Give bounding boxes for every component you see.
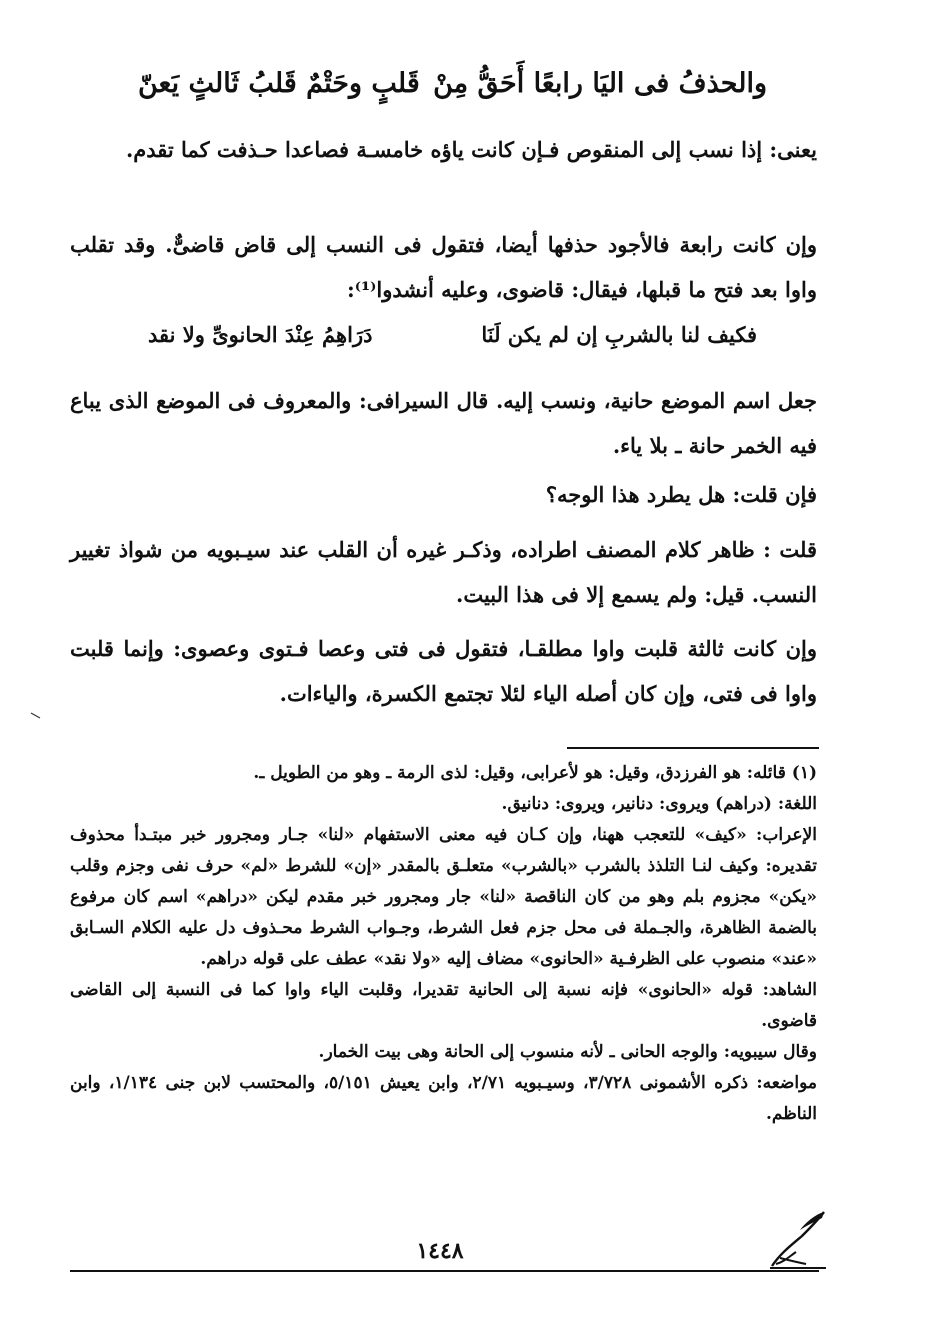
- paragraph-2-block: [70, 222, 817, 312]
- footnote-separator: [567, 747, 819, 749]
- footnote-references: مواضعه: ذكره الأشمونى ٣/٧٢٨، وسيـبويه ٢/٧١، وابن يعيش ٥/١٥١، والمحتسب لابن جنى ١/١٣٤، وابن الناظم.: [70, 1073, 817, 1124]
- footnote-lexicon: اللغة: (دراهم) ويروى: دنانير، ويروى: دنانيق.: [501, 794, 817, 814]
- paragraph-1: يعنى: إذا نسب إلى المنقوص فـإن كانت ياؤه خامسـة فصاعدا حـذفت كما تقدم.: [125, 137, 817, 162]
- paragraph-1-block: [70, 127, 817, 172]
- quote-verse-left: دَرَاهِمُ عِنْدَ الحانوىِّ ولا نقد: [148, 322, 373, 347]
- verse-right-hemistich: والحذفُ فى اليَا رابعًا أَحَقُّ مِنْ: [433, 68, 767, 99]
- footnote-block: [70, 758, 817, 1130]
- footnote-grammar: الإعراب: «كيف» للتعجب ههنا، وإن كـان فيه معنى الاستفهام «لنا» جـار ومجرور خبر مبتـدأ محذوف تقديره: وكيف لنـا التلذذ بالشرب «بالشرب» متعلـق بالمقدر «إن» للشرط «لم» حرف نفى وجزم وقلب «يكن» مجزوم بلم وهو من كان الناقصة «لنا» جار ومجرور خبر مقدم ليكن «دراهم» اسم كان مرفوع بالضمة الظاهرة، والجـملة فى محل جزم فعل الشرط، وجـواب الشرط محـذوف دل عليه الكلام السـابق «عند» منصوب على الظرفـية «الحانوى» مضاف إليه «ولا نقد» عطف على قوله دراهم.: [70, 825, 817, 969]
- page-number: ١٤٤٨: [416, 1238, 464, 1264]
- paragraph-6: وإن كانت ثالثة قلبت واوا مطلقـا، فتقول فى فتى وعصا فـتوى وعصوى: وإنما قلبت واوا فى فتى، وإن كان أصله الياء لئلا تجتمع الكسرة، والياءات.: [70, 636, 817, 706]
- paragraph-4: فإن قلت: هل يطرد هذا الوجه؟: [545, 482, 817, 507]
- paragraph-6-block: [70, 626, 817, 716]
- paragraph-5: قلت : ظاهر كلام المصنف اطراده، وذكـر غيره أن القلب عند سيـبويه من شواذ تغيير النسب. قيل: ولم يسمع إلا فى هذا البيت.: [70, 537, 817, 607]
- margin-mark-icon: [30, 712, 42, 720]
- footnote-witness: الشاهد: قوله «الحانوى» فإنه نسبة إلى الحانية تقديرا، وقلبت الياء واوا كما فى النسبة إلى القاضى قاضوى.: [70, 980, 817, 1031]
- quote-verse-right: فكيف لنا بالشربِ إن لم يكن لَنَا: [481, 322, 757, 347]
- quill-logo-icon: [766, 1206, 830, 1272]
- paragraph-4-block: [70, 472, 817, 517]
- paragraph-5-block: [70, 527, 817, 617]
- verse-left-hemistich: قَلبٍ وحَتْمٌ قَلبُ ثَالثٍ يَعنّ: [138, 68, 420, 99]
- footnote-source: (١) قائله: هو الفرزدق، وقيل: هو لأعرابى، وقيل: لذى الرمة ـ وهو من الطويل ـ.: [253, 763, 817, 783]
- footnote-sibawayh: وقال سيبويه: والوجه الحانى ـ لأنه منسوب إلى الحانة وهى بيت الخمار.: [318, 1042, 817, 1062]
- paragraph-3: جعل اسم الموضع حانية، ونسب إليه. قال السيرافى: والمعروف فى الموضع الذى يباع فيه الخمر حانة ـ بلا ياء.: [70, 388, 817, 458]
- paragraph-3-block: [70, 378, 817, 468]
- paragraph-2: وإن كانت رابعة فالأجود حذفها أيضا، فتقول فى النسب إلى قاض قاضىٌّ. وقد تقلب واوا بعد فتح ما قبلها، فيقال: قاضوى، وعليه أنشدوا⁽¹⁾:: [70, 232, 817, 302]
- bottom-rule: [70, 1270, 819, 1272]
